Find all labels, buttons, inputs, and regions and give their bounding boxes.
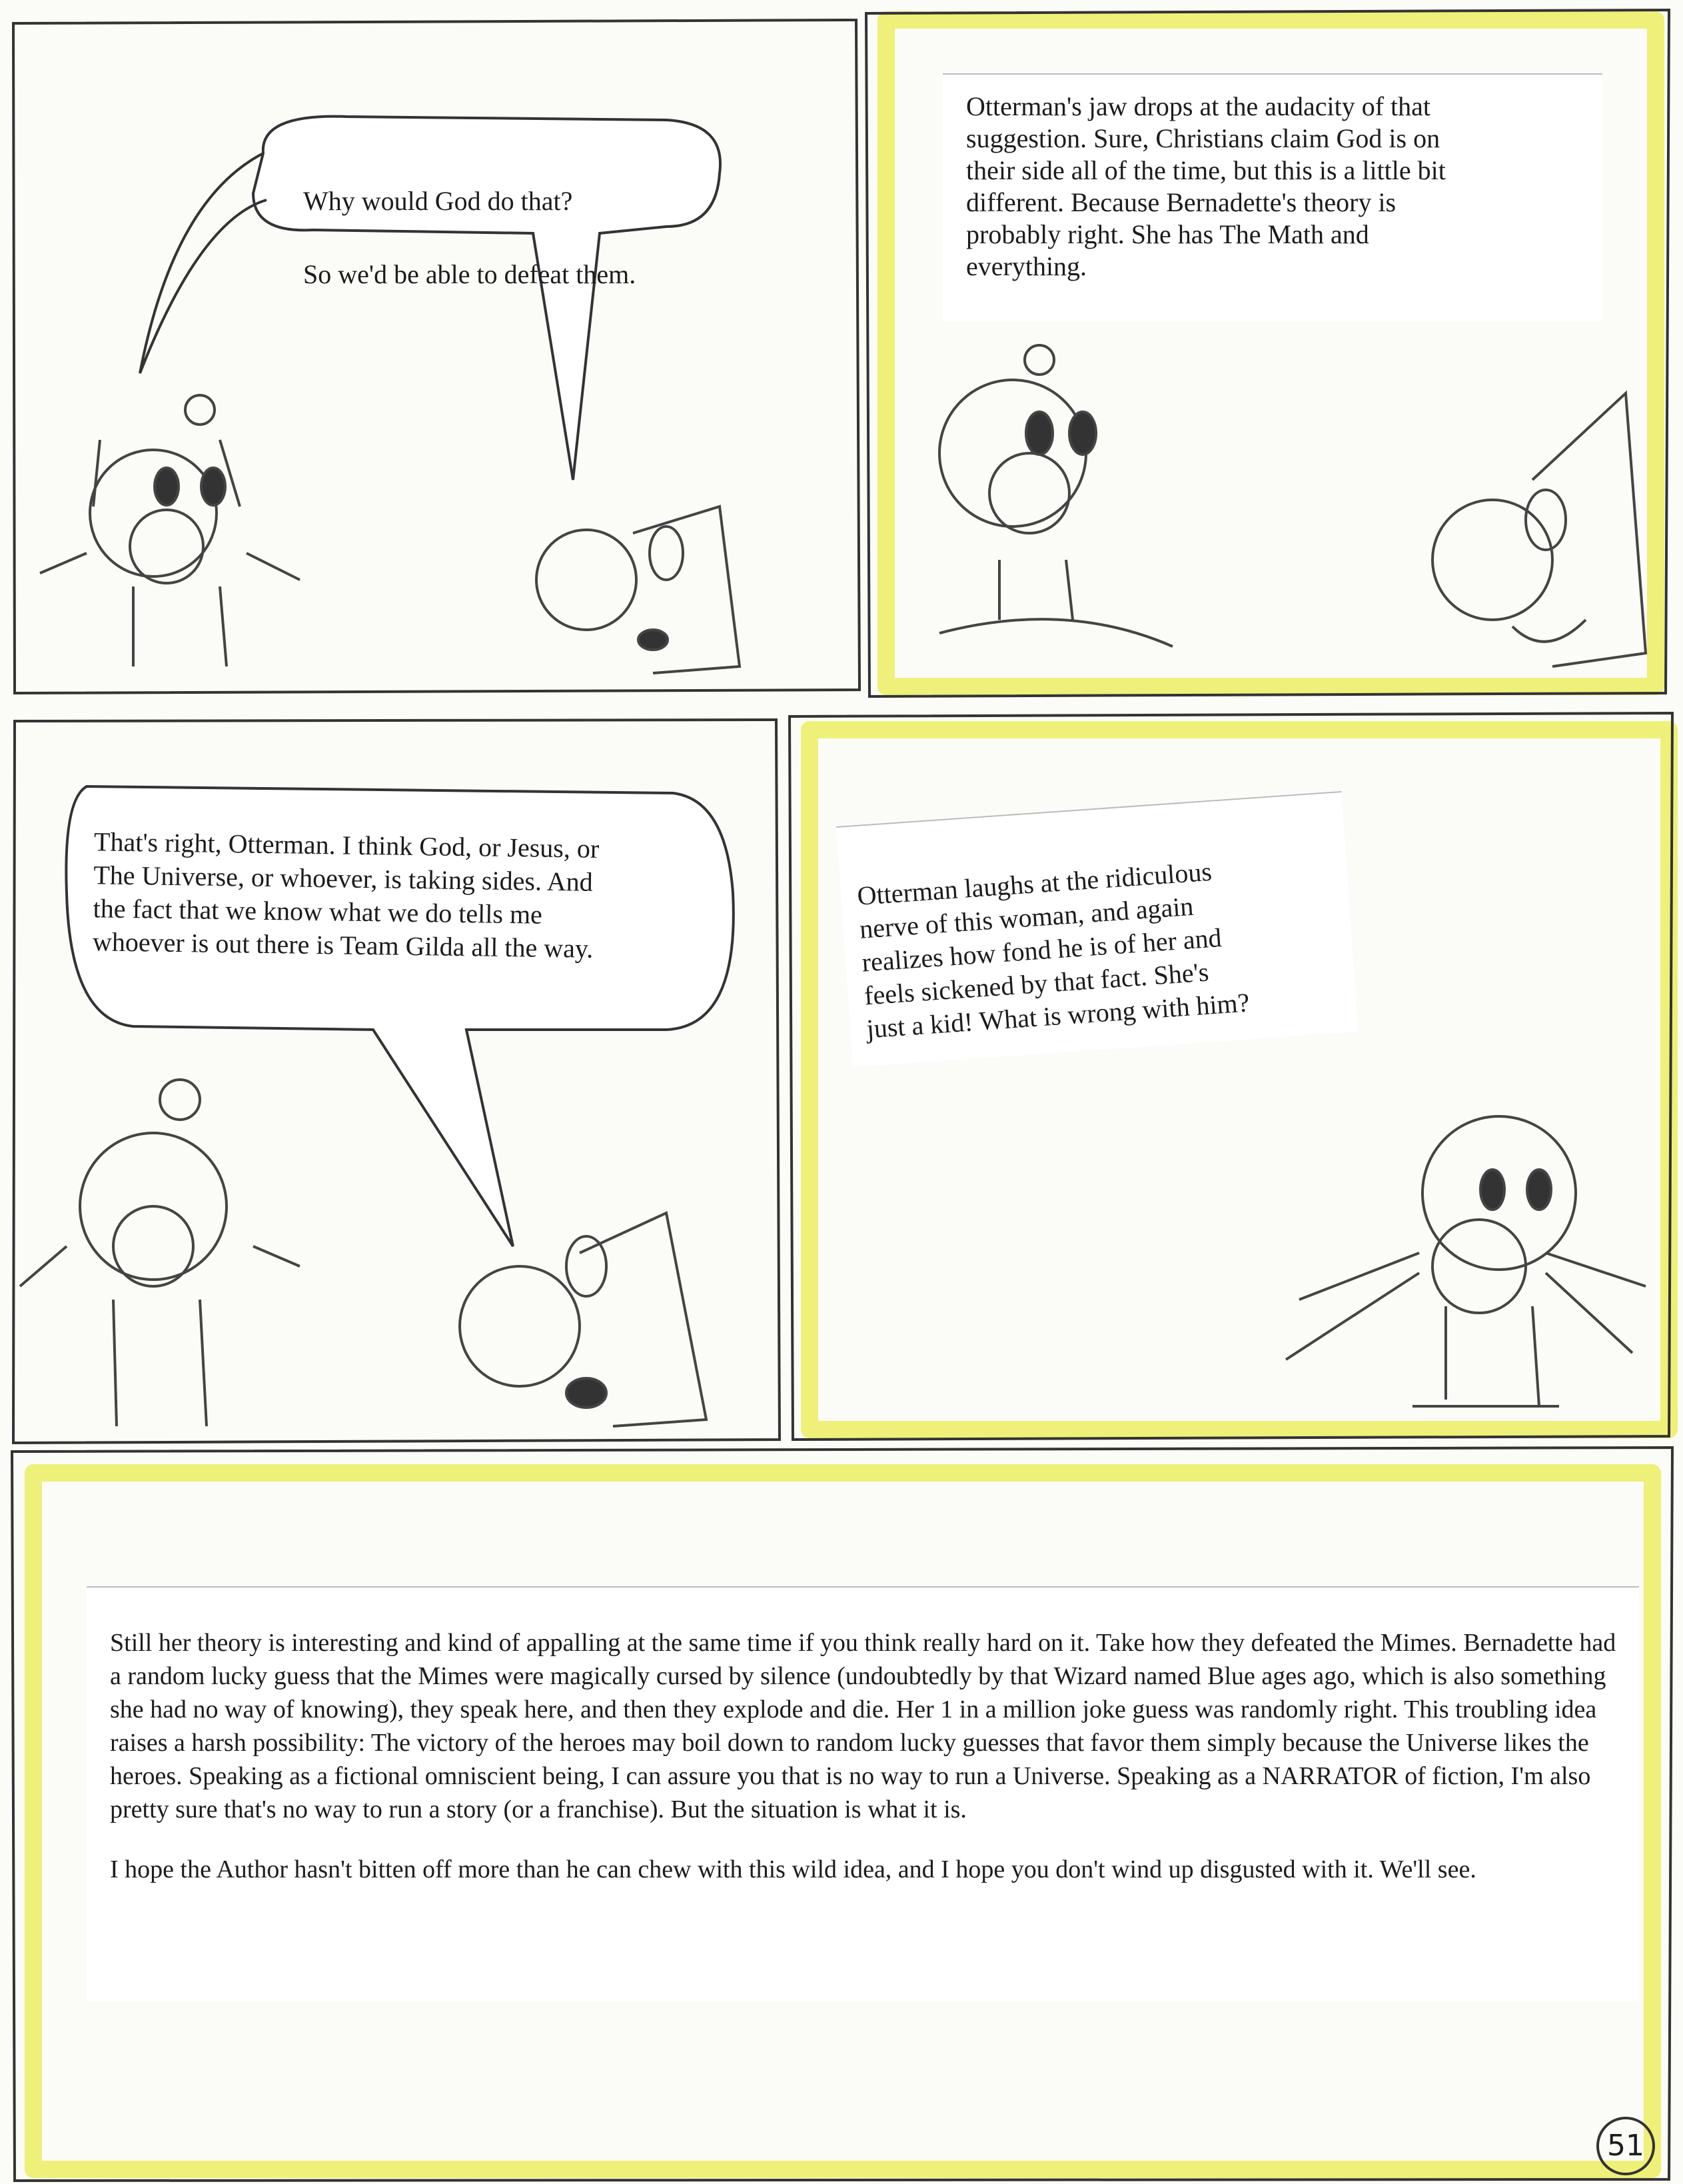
bernadette-figure-1 <box>536 507 740 673</box>
panel-2-caption: Otterman's jaw drops at the audacity of that suggestion. Sure, Christians claim God is on their side all of the time, but this is a little bit different. Because Bernadette's theory is probably right. She has The Math and everything. <box>966 91 1446 281</box>
panel-1-speech-line-1: Why would God do that? <box>303 186 573 216</box>
panel-1-speech-line-2: So we'd be able to defeat them. <box>303 259 636 289</box>
panel-3-characters <box>20 1080 706 1426</box>
otterman-figure-4 <box>1286 1116 1646 1406</box>
bernadette-figure-2 <box>1432 393 1646 666</box>
panel-5-narration <box>110 1626 1622 1913</box>
panel-2-characters <box>939 345 1646 666</box>
panel-1-characters <box>40 395 740 673</box>
otterman-figure-2 <box>939 345 1173 646</box>
narration-paragraph-1: Still her theory is interesting and kind of appalling at the same time if you think really hard on it. Take how they defeated the Mimes. Bernadette had a random lucky guess that the Mimes were magically cursed by silence (undoubtedly by that Wizard named Blue ages ago, which is also something she had no way of knowing), they speak here, and then they explode and die. Her 1 in a million joke guess was randomly right. This troubling idea raises a harsh possibility: The victory of the heroes may boil down to random lucky guesses that favor them simply because the Universe likes the heroes. Speaking as a fictional omniscient being, I can assure you that is no way to run a Universe. Speaking as a NARRATOR of fiction, I'm also pretty sure that's no way to run a story (or a franchise). But the situation is what it is. <box>110 1629 1616 1823</box>
bernadette-figure-3 <box>460 1213 706 1426</box>
panel-3-speech: That's right, Otterman. I think God, or Jesus, or The Universe, or whoever, is taking sides. And the fact that we know what we do tells me whoever is out there is Team Gilda all the way. <box>92 826 600 964</box>
panel-4-characters <box>1286 1116 1646 1406</box>
otterman-figure-3 <box>20 1080 300 1426</box>
narration-paragraph-2: I hope the Author hasn't bitten off more than he can chew with this wild idea, and I hope you don't wind up disgusted with it. We'll see. <box>110 1855 1476 1883</box>
page-number: 51 <box>1607 2129 1644 2163</box>
panel-4-caption: Otterman laughs at the ridiculous nerve of this woman, and again realizes how fond he is of her and feels sickened by that fact. She's just a kid! What is wrong with him? <box>856 856 1251 1044</box>
otterman-figure-1 <box>40 395 300 666</box>
panel-1-speech-balloon <box>140 117 720 480</box>
